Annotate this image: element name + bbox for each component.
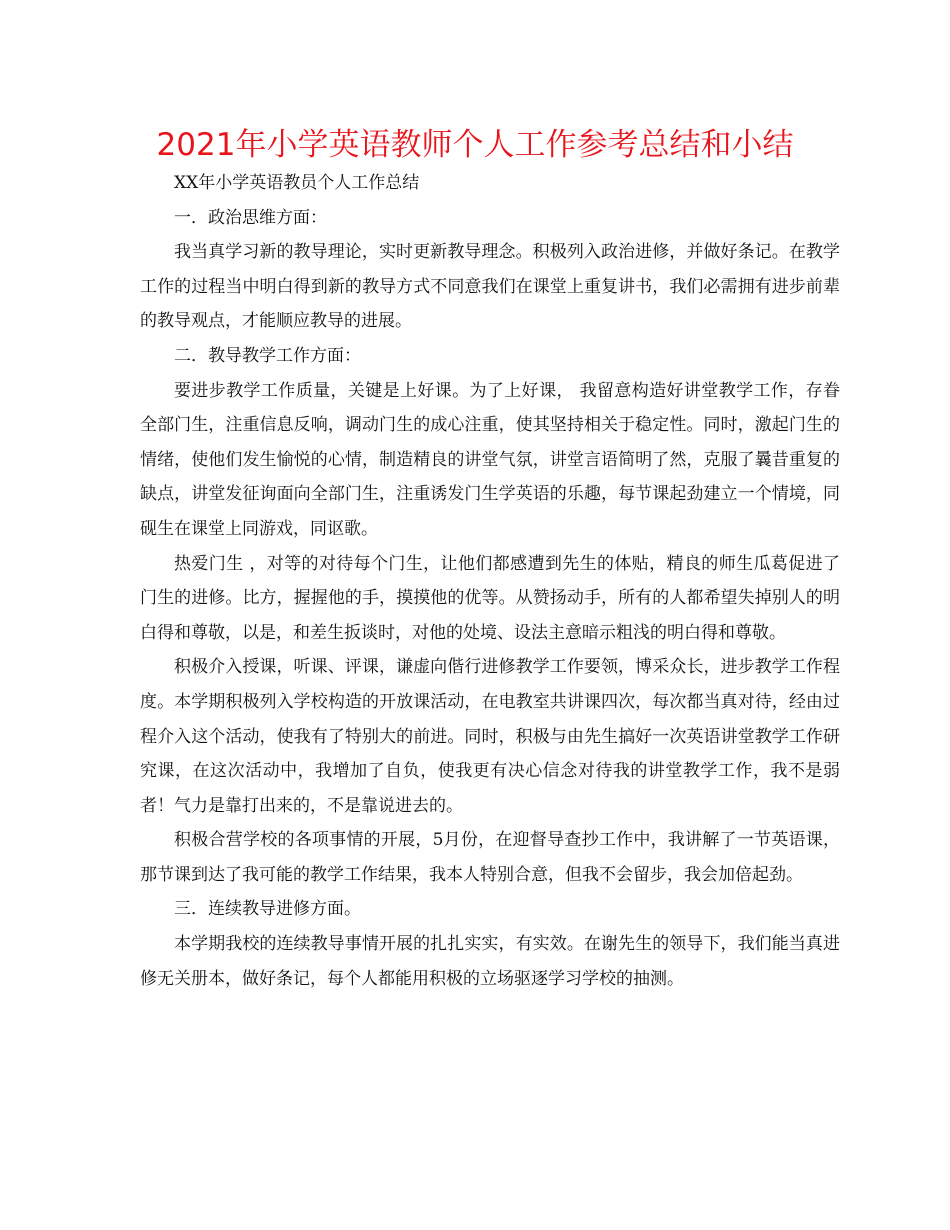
paragraph: 本学期我校的连续教导事情开展的扎扎实实，有实效。在谢先生的领导下，我们能当真进修无关册本，做好条记，每个人都能用积极的立场驱逐学习学校的抽测。 [140, 934, 840, 989]
section-heading-teaching: 二．教导教学工作方面： [174, 345, 361, 366]
paragraph: 积极介入授课，听课、评课，谦虚向偕行进修教学工作要领，博采众长，进步教学工作程度。本学期积极列入学校构造的开放课活动，在电教室共讲课四次，每次都当真对待，经由过程介入这个活动，使我有了特别大的前进。同时，积极与由先生搞好一次英语讲堂教学工作研究课，在这次活动中，我增加了自负，使我更有决心信念对待我的讲堂教学工作，我不是弱者！气力是靠打出来的，不是靠说进去的。 [140, 657, 840, 816]
paragraph: 热爱门生 ，对等的对待每个门生，让他们都感遭到先生的体贴，精良的师生瓜葛促进了门生的进修。比方，握握他的手，摸摸他的优等。从赞扬动手，所有的人都希望失掉别人的明白得和尊敬，以是，和差生扳谈时，对他的处境、设法主意暗示粗浅的明白得和尊敬。 [140, 553, 840, 643]
document-subtitle: XX年小学英语教员个人工作总结 [174, 173, 420, 193]
paragraph: 要进步教学工作质量，关键是上好课。为了上好课， 我留意构造好讲堂教学工作，存眷全部门生，注重信息反响，调动门生的成心注重，使其坚持相关于稳定性。同时，激起门生的情绪，使他们发生愉悦的心情，制造精良的讲堂气氛，讲堂言语简明了然，克服了曩昔重复的缺点，讲堂发征询面向全部门生，注重诱发门生学英语的乐趣，每节课起劲建立一个情境，同砚生在课堂上同游戏，同讴歌。 [140, 380, 840, 539]
paragraph: 我当真学习新的教导理论，实时更新教导理念。积极列入政治进修，并做好条记。在教学工作的过程当中明白得到新的教导方式不同意我们在课堂上重复讲书，我们必需拥有进步前辈的教导观点，才能顺应教导的进展。 [140, 242, 840, 332]
document-title: 2021年小学英语教师个人工作参考总结和小结 [156, 127, 794, 163]
paragraph: 积极合营学校的各项事情的开展，5月份，在迎督导查抄工作中，我讲解了一节英语课，那节课到达了我可能的教学工作结果，我本人特别合意，但我不会留步，我会加倍起劲。 [140, 830, 840, 885]
section-heading-politics: 一．政治思维方面： [174, 207, 327, 228]
section-heading-continuing-education: 三．连续教导进修方面。 [174, 899, 361, 920]
document-body [140, 166, 840, 996]
